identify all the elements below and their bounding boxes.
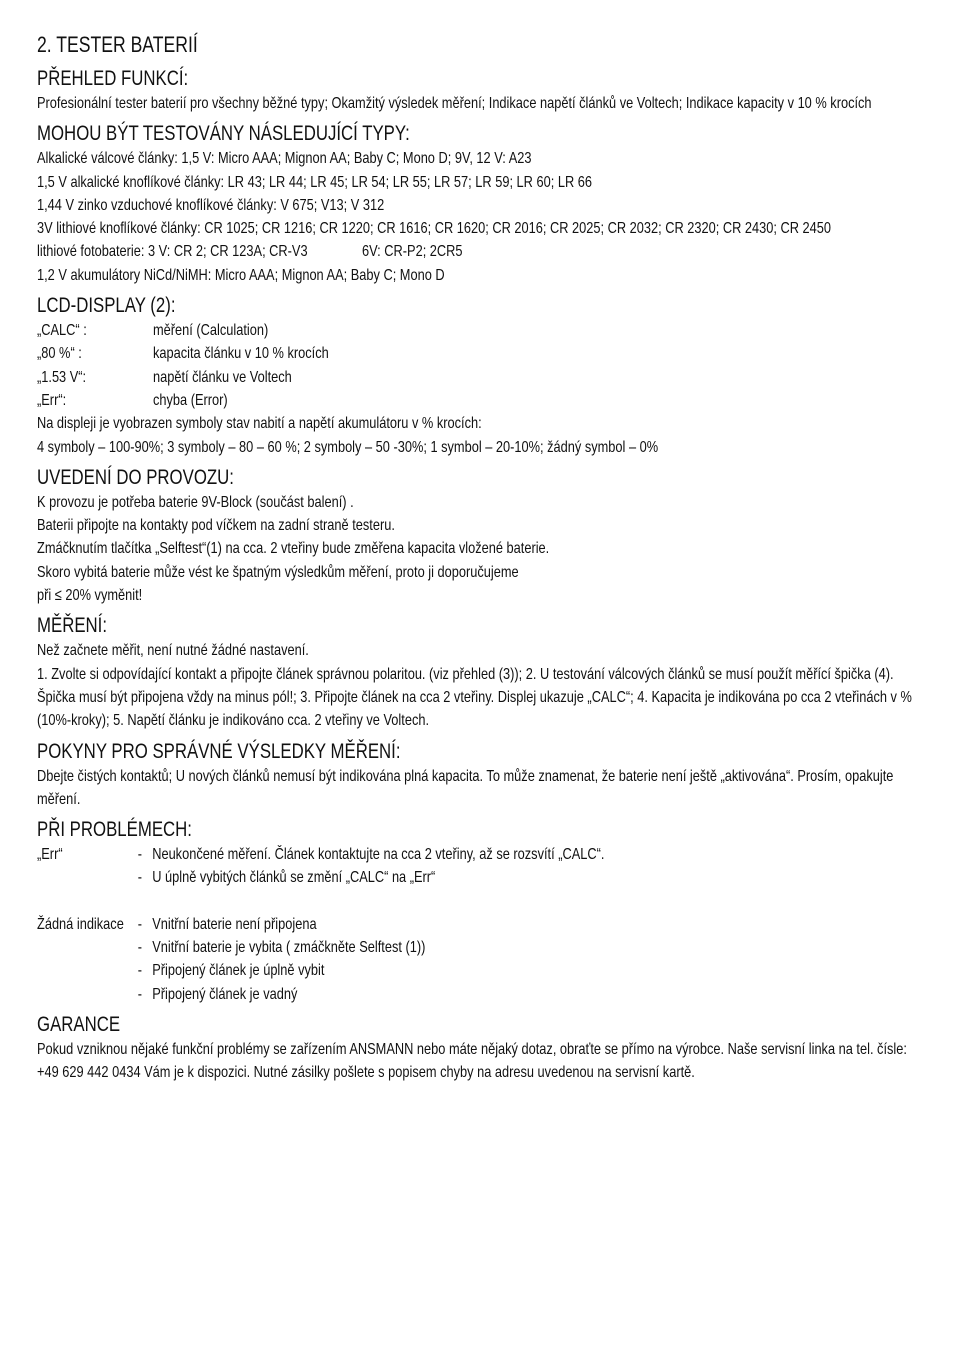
- dash-marker: -: [137, 915, 143, 933]
- lcd-key: „Err“:: [37, 391, 67, 409]
- problem-row: [37, 913, 921, 936]
- lcd-row-error: [37, 389, 921, 412]
- types-line-zinc-air: 1,44 V zinko vzduchové knoflíkové články: V 675; V13; V 312: [37, 196, 385, 214]
- problem-item: Připojený článek je vadný: [152, 985, 298, 1003]
- problem-item: Vnitřní baterie není připojena: [152, 915, 317, 933]
- lcd-key: „CALC“ :: [37, 322, 87, 340]
- dash-marker: -: [137, 985, 143, 1003]
- startup-line: Skoro vybitá baterie může vést ke špatným výsledkům měření, proto ji doporučujeme: [37, 563, 519, 581]
- problem-item: Neukončené měření. Článek kontaktujte na cca 2 vteřiny, až se rozsvítí „CALC“.: [152, 846, 605, 864]
- lcd-value: chyba (Error): [153, 391, 228, 409]
- dash-marker: -: [137, 846, 143, 864]
- lcd-row-voltage: [37, 366, 921, 389]
- dash-marker: -: [137, 869, 143, 887]
- types-line-alkaline: Alkalické válcové články: 1,5 V: Micro AAA; Mignon AA; Baby C; Mono D; 9V, 12 V: A23: [37, 150, 532, 168]
- lcd-note-levels: 4 symboly – 100-90%; 3 symboly – 80 – 60 %; 2 symboly – 50 -30%; 1 symbol – 20-10%; žádný symbol – 0%: [37, 438, 659, 456]
- warranty-heading: GARANCE: [37, 1012, 121, 1036]
- overview-heading: PŘEHLED FUNKCÍ:: [37, 67, 189, 90]
- lcd-value: napětí článku ve Voltech: [153, 368, 292, 386]
- lcd-heading: LCD-DISPLAY (2):: [37, 294, 176, 318]
- lcd-note-symbols: Na displeji je vyobrazen symboly stav nabití a napětí akumulátoru v % krocích:: [37, 415, 482, 433]
- measuring-intro: Než začnete měřit, není nutné žádné nastavení.: [37, 642, 309, 660]
- types-line-button: 1,5 V alkalické knoflíkové články: LR 43; LR 44; LR 45; LR 54; LR 55; LR 57; LR 59; LR 60; LR 66: [37, 173, 592, 191]
- startup-line: Zmáčknutím tlačítka „Selftest“(1) na cca. 2 vteřiny bude změřena kapacita vložené baterie.: [37, 540, 550, 558]
- tips-text: Dbejte čistých kontaktů; U nových článků nemusí být indikována plná kapacita. To může znamenat, že baterie není ještě „aktivována“. Prosím, opakujte měření.: [37, 767, 894, 808]
- types-photo-6v: 6V: CR-P2; 2CR5: [361, 243, 463, 261]
- measuring-steps: 1. Zvolte si odpovídající kontakt a připojte článek správnou polaritou. (viz přehled (3)); 2. U testování válcových článků se musí použít měřící špička (4). Špička musí být připojena vždy na minus pól!; 3. Připojte článek na cca 2 vteřiny. Displej ukazuje „CALC“; 4. Kapacita je indikována po cca 2 vteřinách v % (10%-kroky); 5. Napětí článku je indikováno cca. 2 vteřiny ve Voltech.: [37, 665, 912, 730]
- types-line-photo: [37, 240, 921, 263]
- document-title: 2. TESTER BATERIÍ: [37, 32, 198, 57]
- problem-item: Vnitřní baterie je vybita ( zmáčkněte Selftest (1)): [152, 939, 426, 957]
- lcd-value: měření (Calculation): [153, 322, 269, 340]
- lcd-key: „80 %“ :: [37, 345, 82, 363]
- tips-heading: POKYNY PRO SPRÁVNÉ VÝSLEDKY MĚŘENÍ:: [37, 739, 401, 763]
- lcd-key: „1.53 V“:: [37, 368, 87, 386]
- problem-key-no-indication: Žádná indikace: [37, 915, 124, 933]
- problem-item: U úplně vybitých článků se změní „CALC“ na „Err“: [152, 869, 436, 887]
- lcd-row-capacity: [37, 342, 921, 365]
- measuring-heading: MĚŘENÍ:: [37, 614, 108, 638]
- problem-row: [37, 936, 921, 959]
- problem-key-err: „Err“: [37, 846, 63, 864]
- startup-line: Baterii připojte na kontakty pod víčkem na zadní straně testeru.: [37, 517, 395, 535]
- lcd-value: kapacita článku v 10 % krocích: [153, 345, 329, 363]
- startup-line: při ≤ 20% vyměnit!: [37, 587, 143, 605]
- problems-heading: PŘI PROBLÉMECH:: [37, 818, 192, 842]
- overview-text: Profesionální tester baterií pro všechny běžné typy; Okamžitý výsledek měření; Indikace napětí článků ve Voltech; Indikace kapacity v 10 % krocích: [37, 95, 872, 112]
- types-photo-3v: lithiové fotobaterie: 3 V: CR 2; CR 123A; CR-V3: [37, 243, 308, 261]
- startup-heading: UVEDENÍ DO PROVOZU:: [37, 465, 234, 489]
- dash-marker: -: [137, 962, 143, 980]
- dash-marker: -: [137, 939, 143, 957]
- types-heading: MOHOU BÝT TESTOVÁNY NÁSLEDUJÍCÍ TYPY:: [37, 122, 410, 146]
- startup-line: K provozu je potřeba baterie 9V-Block (součást balení) .: [37, 493, 354, 511]
- problem-row: [37, 866, 921, 889]
- lcd-row-calc: [37, 319, 921, 342]
- problem-item: Připojený článek je úplně vybit: [152, 962, 325, 980]
- types-line-lithium-button: 3V lithiové knoflíkové články: CR 1025; CR 1216; CR 1220; CR 1616; CR 1620; CR 2016; CR 2025; CR 2032; CR 2320; CR 2430; CR 2450: [37, 220, 832, 238]
- problem-row: [37, 983, 921, 1006]
- warranty-text: Pokud vzniknou nějaké funkční problémy se zařízením ANSMANN nebo máte nějaký dotaz, obraťte se přímo na výrobce. Naše servisní linka na tel. čísle: +49 629 442 0434 Vám je k dispozici. Nutné zásilky pošlete s popisem chyby na adresu uvedenou na servisní kartě.: [37, 1040, 907, 1082]
- types-line-accumulators: 1,2 V akumulátory NiCd/NiMH: Micro AAA; Mignon AA; Baby C; Mono D: [37, 266, 445, 284]
- problem-row: [37, 959, 921, 982]
- problem-row: [37, 843, 921, 866]
- document-page: [37, 30, 921, 1085]
- document-body: [37, 30, 921, 1085]
